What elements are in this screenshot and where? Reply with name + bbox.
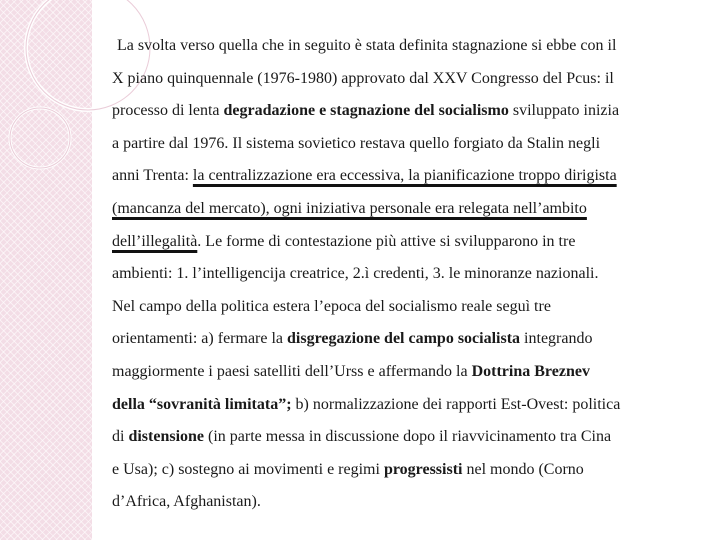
text-line — [112, 30, 712, 63]
text-segment: . Le forme di contestazione più attive si svilupparono in tre — [197, 232, 576, 250]
text-segment: nel mondo (Corno — [462, 460, 584, 478]
underlined-text: dell’illegalità — [112, 232, 198, 250]
bold-text: degradazione e stagnazione del socialismo — [223, 102, 509, 120]
text-segment: a partire dal 1976. Il sistema sovietico restava quello forgiato da Stalin negli — [112, 134, 601, 152]
text-segment: integrando — [520, 330, 593, 348]
underlined-text: la centralizzazione era eccessiva, la pianificazione troppo dirigista — [192, 167, 617, 185]
text-segment: Nel campo della politica estera l’epoca del socialismo reale seguì tre — [112, 297, 551, 315]
bold-text: disgregazione del campo socialista — [287, 330, 521, 348]
text-line — [112, 258, 712, 291]
text-line — [112, 323, 712, 356]
text-line — [112, 421, 712, 454]
text-segment: b) normalizzazione dei rapporti Est-Ovest: politica — [291, 395, 621, 413]
bold-text: della “sovranità limitata”; — [112, 395, 292, 413]
bold-text: Dottrina Breznev — [471, 362, 590, 380]
body-text — [112, 30, 712, 519]
text-segment: orientamenti: a) fermare la — [112, 330, 288, 348]
text-segment: maggiormente i paesi satelliti dell’Urss e affermando la — [112, 362, 472, 380]
text-line — [112, 63, 712, 96]
text-segment: d’Africa, Afghanistan). — [112, 493, 261, 511]
underlined-text: (mancanza del mercato), ogni iniziativa personale era relegata nell’ambito — [112, 199, 587, 217]
text-line — [112, 486, 712, 519]
text-segment: di — [112, 428, 129, 446]
text-line — [112, 193, 712, 226]
text-segment: anni Trenta: — [112, 167, 193, 185]
text-line — [112, 356, 712, 389]
text-segment: e Usa); c) sostegno ai movimenti e regimi — [112, 460, 384, 478]
text-segment: X piano quinquennale (1976-1980) approvato dal XXV Congresso del Pcus: il — [112, 69, 614, 87]
text-segment: La svolta verso quella che in seguito è stata definita stagnazione si ebbe con il — [117, 37, 617, 54]
text-segment: processo di lenta — [112, 102, 224, 120]
text-segment: sviluppato inizia — [508, 102, 620, 120]
text-segment: ambienti: 1. l’intelligencija creatrice, 2.ì credenti, 3. le minoranze nazionali. — [112, 265, 599, 283]
text-segment: (in parte messa in discussione dopo il riavvicinamento tra Cina — [204, 428, 612, 446]
text-line — [112, 291, 712, 324]
text-line — [112, 128, 712, 161]
text-line — [112, 95, 712, 128]
text-line — [112, 160, 712, 193]
bold-text: distensione — [128, 428, 205, 446]
text-line — [112, 389, 712, 422]
text-line — [112, 226, 712, 259]
bold-text: progressisti — [383, 460, 463, 478]
text-line — [112, 454, 712, 487]
